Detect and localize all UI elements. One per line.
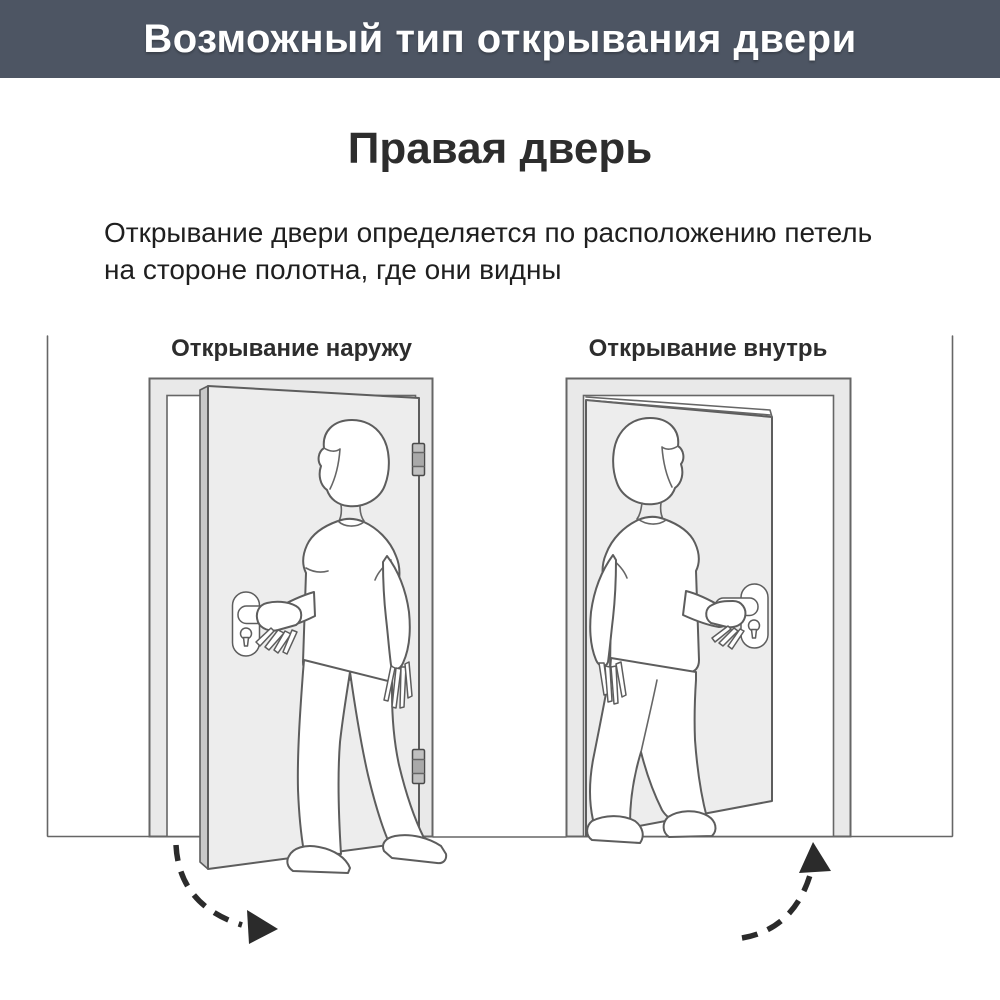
header-banner [0,0,1000,78]
hinge-icon-bottom [413,750,425,784]
illustration [0,330,1000,1000]
hinge-icon-top [413,444,425,476]
page-title: Правая дверь [347,124,653,173]
description-line-2: на стороне полотна, где они видны [104,254,562,285]
label-open-inward: Открывание внутрь [588,335,828,362]
header-title: Возможный тип открывания двери [143,16,857,61]
description [104,214,944,288]
diagram-open-inward [567,336,953,938]
diagram-open-outward [48,336,567,944]
description-line-1: Открывание двери определяется по расположению петель [104,217,873,248]
label-open-outward: Открывание наружу [171,335,412,362]
swing-arrow-inward [742,842,831,938]
